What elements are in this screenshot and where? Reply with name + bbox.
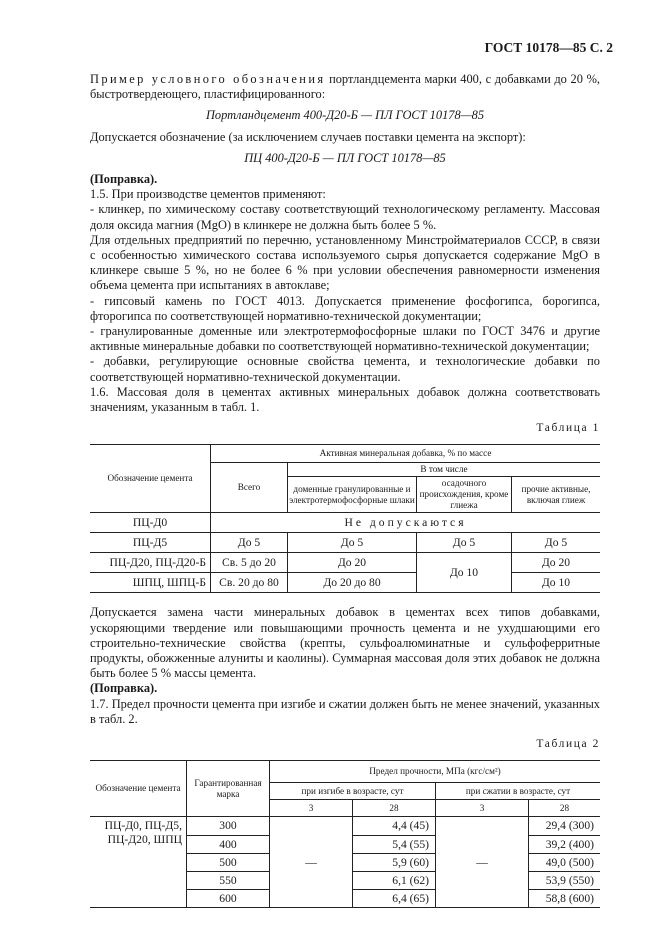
replacement-paragraph: Допускается замена части минеральных добавок в цементах всех типов добавками, ускоряющими твердение или повышающими прочность цемента и не ухудшающими его строительно-технические свойства (крепты, сульфоалюминатные и сульфоферритные продукты, обожженные алуниты и каолины). Суммарная массовая доля этих добавок не должна быть более 5 % массы цемента. (90, 605, 600, 681)
t1-cell-not-allowed: Не допускаются (211, 513, 601, 533)
t2-compress-28: 29,4 (300) (529, 817, 601, 835)
table1-caption: Таблица 1 (536, 422, 600, 435)
t2-header-day-28: 28 (529, 800, 601, 817)
t1-cell: До 5 (417, 533, 512, 553)
t1-cell: До 5 (211, 533, 288, 553)
t2-compress-28: 58,8 (600) (545, 892, 594, 906)
gypsum-item: - гипсовый камень по ГОСТ 4013. Допускается применение фосфогипса, борогипса, фторогипса по соответствующей нормативно-технической документации; (90, 293, 600, 323)
formula-full: Портландцемент 400-Д20-Б — ПЛ ГОСТ 10178—85 (205, 108, 485, 123)
t1-header-blast-slag: доменные гранулированные и электротермофосфорные шлаки (288, 477, 417, 513)
t2-header-day-28: 28 (353, 800, 436, 817)
t1-cell: ПЦ-Д0 (90, 513, 211, 533)
example-text: портландцемента марки 400, с добавками до 20 %, быстротвердеющего, пластифицированного: (90, 72, 600, 102)
clause-1-5: 1.5. При производстве цементов применяют: (90, 187, 326, 202)
t2-bend-28: 6,1 (62) (353, 871, 436, 889)
t1-header-designation: Обозначение цемента (90, 445, 211, 513)
t1-cell: ПЦ-Д20, ПЦ-Д20-Б (90, 553, 211, 573)
t2-header-designation: Обозначение цемента (90, 761, 187, 817)
clinker-item: - клинкер, по химическому составу соответствующий технологическому регламенту. Массовая доля оксида магния (MgO) в клинкере не должна быть более 5 %. (90, 202, 600, 232)
table-row (90, 513, 600, 533)
t1-header-active: Активная минеральная добавка, % по массе (211, 445, 601, 463)
additives-item: - добавки, регулирующие основные свойства цемента, и технологические добавки по соответствующей нормативно-технической документации. (90, 354, 600, 384)
example-lead: Пример условного обозначения (90, 72, 326, 86)
table-row (90, 573, 600, 593)
t2-bend-28: 6,4 (65) (353, 890, 436, 908)
clause-1-7: 1.7. Предел прочности цемента при изгибе и сжатии должен быть не менее значений, указанных в табл. 2. (90, 696, 600, 726)
t2-grade: 500 (187, 853, 270, 871)
allowed-designation-paragraph: Допускается обозначение (за исключением случаев поставки цемента на экспорт): (90, 129, 526, 144)
enterprises-paragraph: Для отдельных предприятий по перечню, установленному Минстройматериалов СССР, в связи с особенностью химического состава используемого сырья допускается содержание MgO в клинкере свыше 5 %, но не более 6 % при условии обеспечения равномерности изменения объема цемента при испытаниях в автоклаве; (90, 232, 600, 293)
t2-header-grade: Гарантированная марка (187, 761, 270, 817)
table-2 (90, 760, 600, 908)
clause-1-6: 1.6. Массовая доля в цементах активных минеральных добавок должна соответствовать значениям, указанным в табл. 1. (90, 384, 600, 415)
t2-designation: ПЦ-Д0, ПЦ-Д5, ПЦ-Д20, ШПЦ (90, 817, 187, 908)
t1-cell: ПЦ-Д5 (90, 533, 211, 553)
t2-compress-28: 49,0 (500) (529, 853, 601, 871)
t2-header-compress: при сжатии в возрасте, сут (436, 783, 601, 800)
t2-header-bend: при изгибе в возрасте, сут (270, 783, 436, 800)
t1-header-including: В том числе (288, 463, 601, 477)
t1-cell: ШПЦ, ШПЦ-Б (90, 573, 211, 593)
t2-grade: 600 (187, 890, 270, 908)
t1-cell: До 5 (512, 533, 601, 553)
t2-header-day-3: 3 (436, 800, 529, 817)
slag-item: - гранулированные доменные или электротермофосфорные шлаки по ГОСТ 3476 и другие активные минеральные добавки по соответствующей нормативно-технической документации; (90, 324, 600, 354)
t1-cell: До 20 до 80 (288, 573, 417, 593)
correction-note: (Поправка). (90, 681, 158, 696)
table-1 (90, 444, 600, 593)
correction-note: (Поправка). (90, 172, 158, 187)
t1-cell-sedimentary-merged: До 10 (417, 553, 512, 593)
t1-cell: Св. 5 до 20 (211, 553, 288, 573)
t2-header-day-3: 3 (270, 800, 353, 817)
t2-bend-3-dash: — (270, 817, 353, 908)
t1-header-sedimentary: осадочного происхождения, кроме глиежа (417, 477, 512, 513)
table-row (90, 533, 600, 553)
t2-bend-28: 4,4 (45) (353, 817, 436, 835)
t2-bend-28: 5,9 (60) (353, 853, 436, 871)
t1-header-total: Всего (211, 463, 288, 513)
t2-grade: 400 (187, 835, 270, 853)
table2-caption: Таблица 2 (536, 738, 600, 751)
t2-compress-28: 53,9 (550) (529, 871, 601, 889)
t1-cell: До 10 (541, 576, 571, 590)
t1-cell: До 5 (288, 533, 417, 553)
t1-cell: Св. 20 до 80 (211, 573, 288, 593)
t1-header-other: прочие активные, включая глиеж (512, 477, 601, 513)
t2-grade: 300 (187, 817, 270, 835)
t1-cell: До 20 (288, 553, 417, 573)
t2-bend-28: 5,4 (55) (353, 835, 436, 853)
t2-compress-28: 39,2 (400) (529, 835, 601, 853)
page-content (90, 72, 600, 908)
t2-compress-3-dash: — (436, 817, 529, 908)
table-row (90, 817, 600, 835)
t2-grade: 550 (187, 871, 270, 889)
t2-header-strength: Предел прочности, МПа (кгс/см²) (270, 761, 601, 783)
formula-short: ПЦ 400-Д20-Б — ПЛ ГОСТ 10178—85 (244, 150, 446, 165)
example-paragraph (90, 72, 600, 102)
page-header: ГОСТ 10178—85 С. 2 (484, 40, 613, 55)
t1-cell: До 20 (512, 553, 601, 573)
table-row (90, 553, 600, 573)
